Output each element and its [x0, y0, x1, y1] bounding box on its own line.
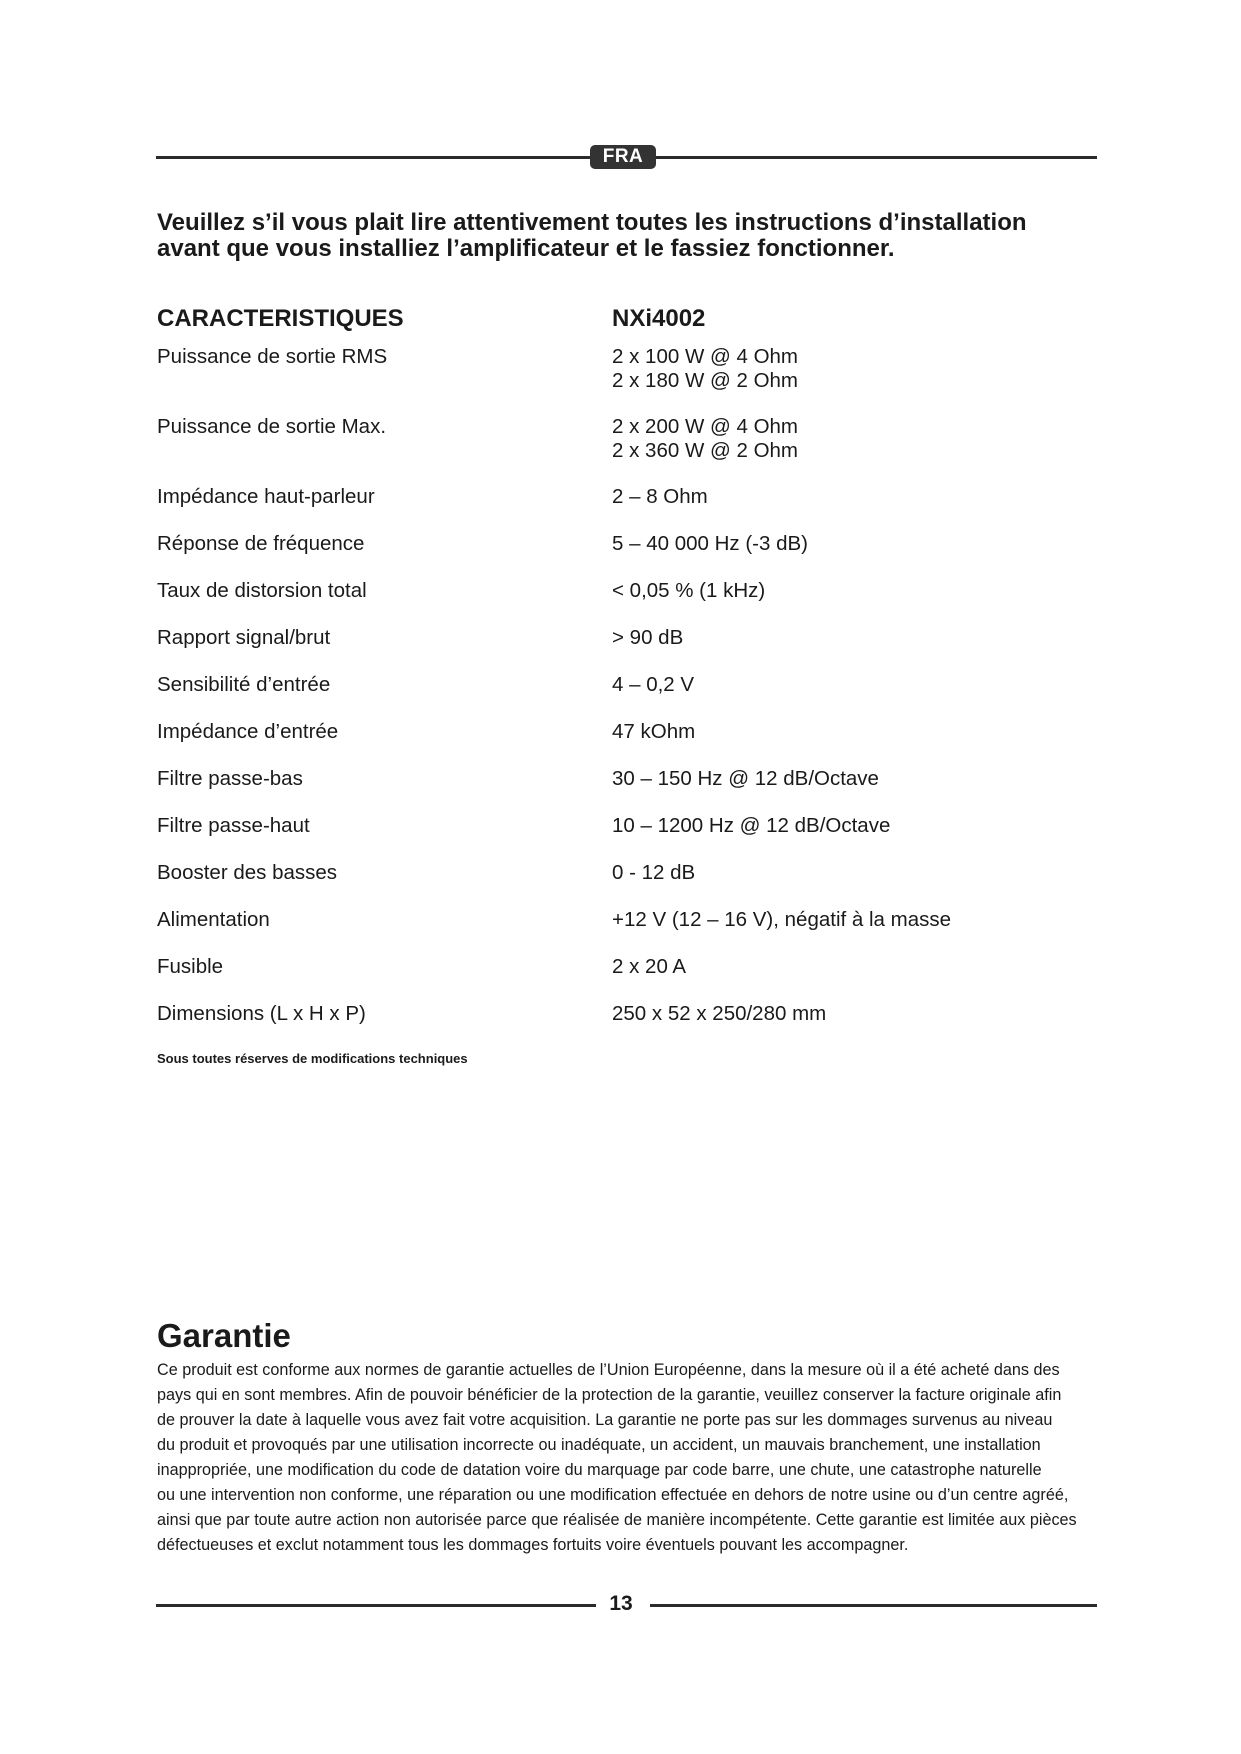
spec-value-line: 2 – 8 Ohm — [612, 485, 708, 508]
warranty-title: Garantie — [157, 1317, 291, 1354]
spec-label: Alimentation — [157, 908, 270, 931]
footer-rule-right — [650, 1604, 1097, 1607]
spec-value — [612, 532, 808, 556]
spec-value-line: 2 x 100 W @ 4 Ohm — [612, 345, 799, 368]
warranty-line: du produit et provoqués par une utilisation incorrecte ou inadéquate, un accident, un mauvais branchement, une installation — [157, 1436, 1041, 1454]
spec-value — [612, 485, 708, 509]
spec-value — [612, 767, 879, 791]
language-badge: FRA — [590, 145, 656, 169]
spec-label: Booster des basses — [157, 861, 338, 884]
spec-value-line: 47 kOhm — [612, 720, 696, 743]
spec-label: Puissance de sortie Max. — [157, 415, 387, 438]
spec-value-line: > 90 dB — [612, 626, 684, 649]
spec-value — [612, 861, 695, 885]
spec-value-line: 0 - 12 dB — [612, 861, 696, 884]
spec-label: Filtre passe-haut — [157, 814, 310, 837]
spec-label: Puissance de sortie RMS — [157, 345, 388, 368]
spec-value — [612, 814, 890, 838]
specs-heading: CARACTERISTIQUES — [157, 305, 404, 332]
spec-value — [612, 673, 694, 697]
spec-value — [612, 579, 765, 603]
spec-label: Fusible — [157, 955, 224, 978]
spec-value-line: 10 – 1200 Hz @ 12 dB/Octave — [612, 814, 891, 837]
spec-value-line: 5 – 40 000 Hz (-3 dB) — [612, 532, 808, 555]
spec-value — [612, 345, 798, 393]
spec-value-line: 2 x 360 W @ 2 Ohm — [612, 439, 799, 462]
spec-label: Dimensions (L x H x P) — [157, 1002, 366, 1025]
spec-value-line: 30 – 150 Hz @ 12 dB/Octave — [612, 767, 879, 790]
warranty-body — [157, 1358, 1097, 1558]
warranty-line: défectueuses et exclut notamment tous les dommages fortuits voire éventuels pouvant les accompagner. — [157, 1536, 909, 1554]
model-heading: NXi4002 — [612, 305, 706, 332]
spec-label: Réponse de fréquence — [157, 532, 365, 555]
spec-value — [612, 908, 951, 932]
warranty-line: de prouver la date à laquelle vous avez fait votre acquisition. La garantie ne porte pas sur les dommages survenus au niveau — [157, 1411, 1053, 1429]
spec-label: Impédance haut-parleur — [157, 485, 375, 508]
spec-value-line: 2 x 200 W @ 4 Ohm — [612, 415, 799, 438]
spec-value-line: +12 V (12 – 16 V), négatif à la masse — [612, 908, 952, 931]
spec-label: Filtre passe-bas — [157, 767, 303, 790]
specs-footnote: Sous toutes réserves de modifications techniques — [157, 1051, 468, 1066]
warranty-line: inappropriée, une modification du code de datation voire du marquage par code barre, une chute, une catastrophe naturelle — [157, 1461, 1042, 1479]
intro-line: Veuillez s’il vous plait lire attentivement toutes les instructions d’installation — [157, 209, 1027, 236]
warranty-line: pays qui en sont membres. Afin de pouvoir bénéficier de la protection de la garantie, veuillez conserver la facture originale afin — [157, 1386, 1062, 1404]
warranty-line: ainsi que par toute autre action non autorisée parce que réalisée de manière incompétente. Cette garantie est limitée aux pièces — [157, 1511, 1077, 1529]
spec-value — [612, 1002, 826, 1026]
spec-label: Taux de distorsion total — [157, 579, 367, 602]
warranty-line: ou une intervention non conforme, une réparation ou une modification effectuée en dehors de notre usine ou d’un centre agréé, — [157, 1486, 1069, 1504]
spec-value — [612, 720, 695, 744]
spec-value-line: < 0,05 % (1 kHz) — [612, 579, 766, 602]
page-number: 13 — [609, 1592, 633, 1615]
warranty-line: Ce produit est conforme aux normes de garantie actuelles de l’Union Européenne, dans la mesure où il a été acheté dans des — [157, 1361, 1060, 1379]
spec-label: Rapport signal/brut — [157, 626, 331, 649]
spec-value-line: 4 – 0,2 V — [612, 673, 695, 696]
intro-line: avant que vous installiez l’amplificateur et le fassiez fonctionner. — [157, 235, 895, 262]
footer-rule-left — [156, 1604, 596, 1607]
spec-value — [612, 955, 686, 979]
spec-value-line: 250 x 52 x 250/280 mm — [612, 1002, 827, 1025]
spec-value-line: 2 x 180 W @ 2 Ohm — [612, 369, 799, 392]
spec-value-line: 2 x 20 A — [612, 955, 687, 978]
spec-value — [612, 626, 683, 650]
intro-text — [157, 210, 1097, 262]
spec-label: Impédance d’entrée — [157, 720, 339, 743]
spec-value — [612, 415, 798, 463]
spec-label: Sensibilité d’entrée — [157, 673, 331, 696]
